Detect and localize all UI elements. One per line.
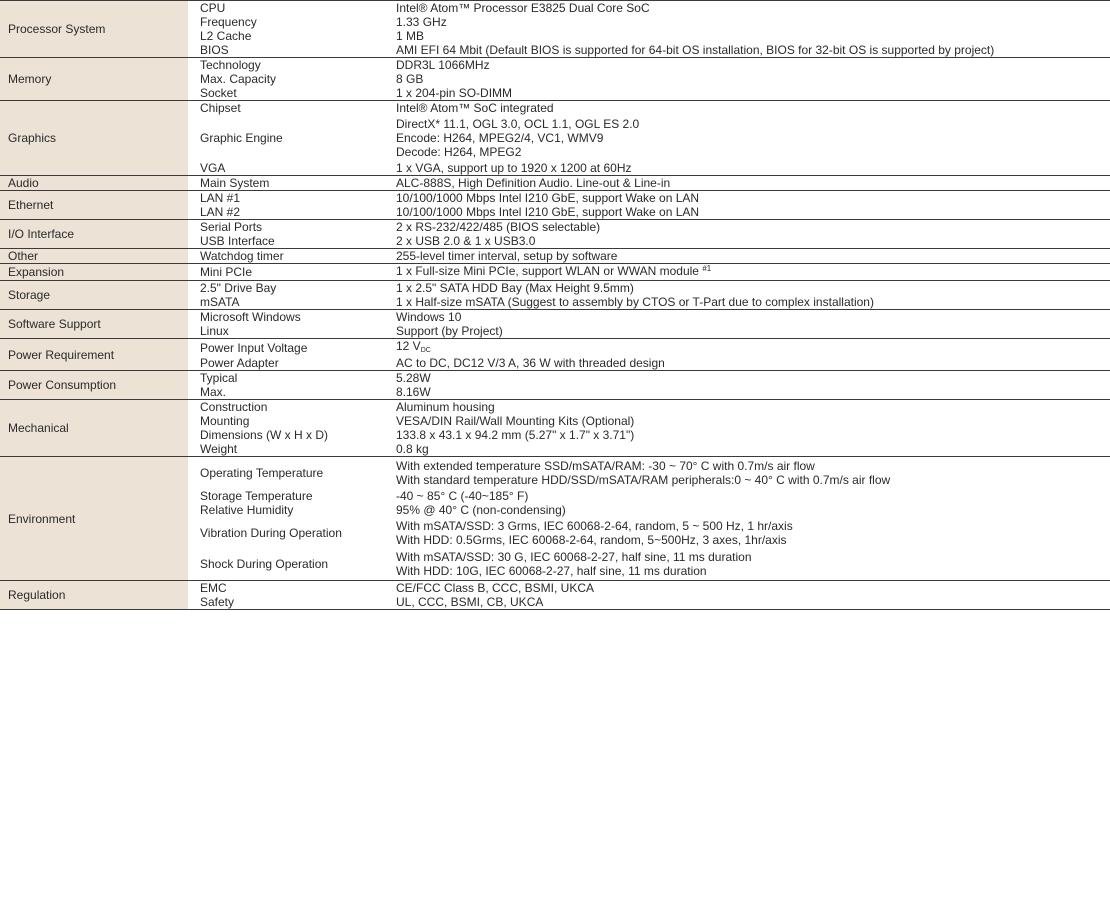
- value-text: 1.33 GHz: [396, 15, 447, 29]
- value-line: [396, 176, 1104, 190]
- spec-row: [0, 581, 1110, 596]
- spec-row: [0, 371, 1110, 386]
- value-line: [396, 442, 1104, 456]
- spec-row: [0, 264, 1110, 281]
- value-text: VESA/DIN Rail/Wall Mounting Kits (Optional): [396, 414, 635, 428]
- spec-row: [0, 281, 1110, 296]
- value-text: 10/100/1000 Mbps Intel I210 GbE, support Wake on LAN: [396, 191, 700, 205]
- value-line: [396, 414, 1104, 428]
- value-line: [396, 15, 1104, 29]
- value-text: 2 x RS-232/422/485 (BIOS selectable): [396, 220, 601, 234]
- value-text: 2 x USB 2.0 & 1 x USB3.0: [396, 234, 536, 248]
- value-cell: [384, 191, 1110, 206]
- value-cell: [384, 249, 1110, 264]
- value-text: DirectX* 11.1, OGL 3.0, OCL 1.1, OGL ES 2.0: [396, 117, 640, 131]
- item-cell: VGA: [200, 161, 226, 175]
- item-cell: Chipset: [188, 101, 384, 116]
- item-cell: Shock During Operation: [200, 557, 329, 572]
- item-cell: Serial Ports: [188, 220, 384, 235]
- item-cell: Watchdog timer: [188, 249, 384, 264]
- item-cell: EMC: [188, 581, 384, 596]
- value-line: [396, 220, 1104, 234]
- item-cell: Safety: [188, 595, 384, 610]
- unit-subscript: DC: [420, 347, 431, 354]
- value-line: [396, 191, 1104, 205]
- spec-row: [0, 339, 1110, 357]
- item-cell: Frequency: [200, 15, 257, 29]
- spec-row: [0, 310, 1110, 325]
- value-text: 133.8 x 43.1 x 94.2 mm (5.27" x 1.7" x 3.71"): [396, 428, 635, 442]
- value-line: [396, 324, 1104, 338]
- item-cell: 2.5" Drive Bay: [188, 281, 384, 296]
- value-cell: [384, 371, 1110, 386]
- value-text: 1 x 204-pin SO-DIMM: [396, 86, 513, 100]
- item-cell: Weight: [200, 442, 238, 456]
- value-line: [396, 428, 1104, 442]
- value-cell: [384, 43, 1110, 58]
- value-line: [396, 205, 1104, 219]
- value-line: [396, 400, 1104, 414]
- value-cell: [384, 356, 1110, 371]
- value-text: 12 V: [396, 339, 421, 353]
- value-cell: [384, 115, 1110, 161]
- item-cell: Technology: [188, 58, 384, 73]
- value-cell: [384, 72, 1110, 86]
- value-text: 255-level timer interval, setup by software: [396, 249, 618, 263]
- value-text: Decode: H264, MPEG2: [396, 145, 522, 159]
- value-text: 1 MB: [396, 29, 425, 43]
- value-line: [396, 533, 1104, 547]
- item-cell: Dimensions (W x H x D): [200, 428, 329, 442]
- item-cell: Max.: [200, 385, 227, 399]
- value-line: [396, 295, 1104, 309]
- value-text: 5.28W: [396, 371, 431, 385]
- value-text: 1 x Full-size Mini PCIe, support WLAN or WWAN module: [396, 264, 699, 278]
- category-cell: Other: [0, 249, 188, 264]
- value-line: [396, 145, 1104, 159]
- value-text: 8 GB: [396, 72, 424, 86]
- value-text: With mSATA/SSD: 30 G, IEC 60068-2-27, half sine, 11 ms duration: [396, 550, 752, 565]
- value-cell: [384, 161, 1110, 176]
- value-line: [396, 503, 1104, 517]
- value-cell: [384, 595, 1110, 610]
- item-cell: Main System: [188, 176, 384, 191]
- item-cell: Microsoft Windows: [188, 310, 384, 325]
- value-text: DDR3L 1066MHz: [396, 58, 490, 72]
- value-line: [396, 595, 1104, 609]
- value-cell: [384, 324, 1110, 339]
- value-text: 8.16W: [396, 385, 431, 399]
- item-cell: Linux: [200, 324, 229, 338]
- value-line: [396, 58, 1104, 72]
- value-cell: [384, 101, 1110, 116]
- value-line: [396, 356, 1104, 370]
- value-text: Windows 10: [396, 310, 462, 324]
- item-cell: USB Interface: [200, 234, 275, 248]
- spec-row: [0, 400, 1110, 415]
- item-cell: Construction: [188, 400, 384, 415]
- value-cell: [384, 581, 1110, 596]
- category-cell: Power Requirement: [0, 339, 188, 371]
- category-cell: Ethernet: [0, 191, 188, 220]
- category-cell: Environment: [0, 457, 188, 581]
- value-line: [396, 519, 1104, 533]
- category-cell: Storage: [0, 281, 188, 310]
- value-cell: [384, 176, 1110, 191]
- item-cell: Graphic Engine: [200, 131, 283, 145]
- value-line: [396, 281, 1104, 295]
- value-cell: [384, 517, 1110, 549]
- value-line: [396, 371, 1104, 385]
- footnote-marker: #1: [702, 264, 712, 273]
- value-text: Support (by Project): [396, 324, 503, 338]
- category-cell: Expansion: [0, 264, 188, 281]
- item-cell: mSATA: [200, 295, 240, 309]
- spec-row: [0, 176, 1110, 191]
- value-text: 1 x Half-size mSATA (Suggest to assembly by CTOS or T-Part due to complex installation): [396, 295, 874, 309]
- value-line: [396, 1, 1104, 15]
- value-cell: [384, 385, 1110, 400]
- value-text: With mSATA/SSD: 3 Grms, IEC 60068-2-64, random, 5 ~ 500 Hz, 1 hr/axis: [396, 518, 793, 533]
- value-text: CE/FCC Class B, CCC, BSMI, UKCA: [396, 581, 595, 595]
- value-text: UL, CCC, BSMI, CB, UKCA: [396, 595, 544, 609]
- value-text: Intel® Atom™ SoC integrated: [396, 101, 554, 115]
- item-cell: Max. Capacity: [200, 72, 277, 86]
- item-cell: CPU: [188, 1, 384, 16]
- value-cell: [384, 281, 1110, 296]
- item-cell: BIOS: [200, 43, 229, 57]
- value-text: 0.8 kg: [396, 442, 429, 456]
- spec-row: [0, 457, 1110, 489]
- value-cell: [384, 29, 1110, 43]
- value-cell: [384, 234, 1110, 249]
- value-cell: [384, 489, 1110, 503]
- value-line: [396, 459, 1104, 473]
- value-cell: [384, 339, 1110, 357]
- item-cell: Vibration During Operation: [200, 525, 342, 540]
- item-cell: LAN #2: [200, 205, 241, 219]
- value-line: [396, 117, 1104, 131]
- spec-table-body: [0, 1, 1110, 610]
- category-cell: Processor System: [0, 1, 188, 58]
- value-line: [396, 473, 1104, 487]
- value-cell: [384, 414, 1110, 428]
- value-line: [396, 489, 1104, 503]
- value-text: -40 ~ 85° C (-40~185° F): [396, 488, 529, 503]
- value-cell: [384, 442, 1110, 457]
- item-cell: L2 Cache: [200, 29, 252, 43]
- value-cell: [384, 428, 1110, 442]
- value-cell: [384, 86, 1110, 101]
- value-line: [396, 339, 1104, 356]
- value-text: With standard temperature HDD/SSD/mSATA/RAM peripherals:0 ~ 40° C with 0.7m/s air flow: [396, 472, 891, 487]
- value-text: 95% @ 40° C (non-condensing): [396, 502, 566, 517]
- category-cell: I/O Interface: [0, 220, 188, 249]
- value-cell: [384, 457, 1110, 489]
- item-cell: Relative Humidity: [200, 502, 294, 517]
- spec-row: [0, 249, 1110, 264]
- value-text: Aluminum housing: [396, 400, 495, 414]
- value-cell: [384, 503, 1110, 517]
- value-text: 10/100/1000 Mbps Intel I210 GbE, support Wake on LAN: [396, 205, 700, 219]
- spec-row: [0, 101, 1110, 116]
- value-cell: [384, 15, 1110, 29]
- value-line: [396, 29, 1104, 43]
- value-line: [396, 249, 1104, 263]
- value-line: [396, 581, 1104, 595]
- value-line: [396, 234, 1104, 248]
- value-text: Intel® Atom™ Processor E3825 Dual Core SoC: [396, 1, 650, 15]
- value-text: ALC-888S, High Definition Audio. Line-out & Line-in: [396, 176, 671, 190]
- item-cell: Operating Temperature: [188, 457, 384, 489]
- category-cell: Regulation: [0, 581, 188, 610]
- value-line: [396, 43, 1104, 57]
- spec-row: [0, 220, 1110, 235]
- category-cell: Software Support: [0, 310, 188, 339]
- value-cell: [384, 295, 1110, 310]
- value-line: [396, 101, 1104, 115]
- category-cell: Mechanical: [0, 400, 188, 457]
- value-text: AMI EFI 64 Mbit (Default BIOS is supported for 64-bit OS installation, BIOS for 32-bit OS is supported by project): [396, 43, 995, 57]
- value-line: [396, 264, 1104, 280]
- value-cell: [384, 400, 1110, 415]
- item-cell: LAN #1: [188, 191, 384, 206]
- spec-row: [0, 191, 1110, 206]
- category-cell: Power Consumption: [0, 371, 188, 400]
- value-line: [396, 72, 1104, 86]
- value-text: AC to DC, DC12 V/3 A, 36 W with threaded design: [396, 356, 665, 370]
- value-line: [396, 161, 1104, 175]
- item-cell: Power Adapter: [200, 356, 279, 370]
- item-cell: Storage Temperature: [200, 488, 313, 503]
- value-line: [396, 385, 1104, 399]
- item-cell: Mounting: [200, 414, 250, 428]
- value-line: [396, 564, 1104, 578]
- value-cell: [384, 264, 1110, 281]
- value-line: [396, 86, 1104, 100]
- item-cell: Power Input Voltage: [188, 339, 384, 357]
- item-cell: Typical: [188, 371, 384, 386]
- category-cell: Audio: [0, 176, 188, 191]
- value-text: With extended temperature SSD/mSATA/RAM: -30 ~ 70° C with 0.7m/s air flow: [396, 458, 815, 473]
- value-line: [396, 131, 1104, 145]
- value-text: 1 x 2.5" SATA HDD Bay (Max Height 9.5mm): [396, 281, 634, 295]
- value-text: 1 x VGA, support up to 1920 x 1200 at 60Hz: [396, 161, 632, 175]
- spec-row: [0, 1, 1110, 16]
- value-cell: [384, 220, 1110, 235]
- value-cell: [384, 549, 1110, 581]
- value-cell: [384, 310, 1110, 325]
- value-text: With HDD: 10G, IEC 60068-2-27, half sine, 11 ms duration: [396, 564, 707, 579]
- item-cell: Socket: [200, 86, 237, 100]
- value-line: [396, 550, 1104, 564]
- value-text: Encode: H264, MPEG2/4, VC1, WMV9: [396, 131, 604, 145]
- value-line: [396, 310, 1104, 324]
- value-cell: [384, 205, 1110, 220]
- category-cell: Memory: [0, 58, 188, 101]
- spec-row: [0, 58, 1110, 73]
- item-cell: Mini PCIe: [188, 264, 384, 281]
- category-cell: Graphics: [0, 101, 188, 176]
- value-text: With HDD: 0.5Grms, IEC 60068-2-64, random, 5~500Hz, 3 axes, 1hr/axis: [396, 532, 787, 547]
- value-cell: [384, 58, 1110, 73]
- value-cell: [384, 1, 1110, 16]
